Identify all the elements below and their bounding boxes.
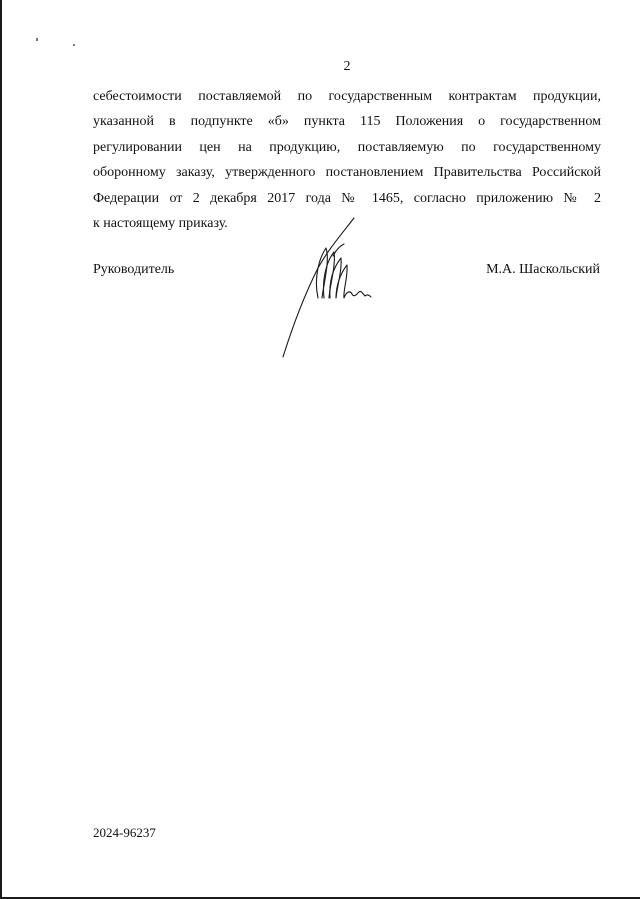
body-line: регулировании цен на продукцию, поставляемую по государственному [93, 139, 601, 155]
body-line: оборонному заказу, утвержденного постановлением Правительства Российской [93, 165, 601, 181]
scan-speck [73, 44, 75, 46]
signatory-name: М.А. Шаскольский [486, 262, 600, 277]
page-number: 2 [343, 59, 351, 74]
body-line: указанной в подпункте «б» пункта 115 Положения о государственном [93, 114, 601, 130]
scan-speck [36, 38, 38, 41]
body-line: к настоящему приказу. [93, 215, 228, 231]
handwritten-signature [278, 210, 378, 360]
signatory-title: Руководитель [93, 262, 175, 277]
body-line: себестоимости поставляемой по государственным контрактам продукции, [93, 89, 601, 104]
document-number: 2024-96237 [93, 825, 156, 840]
page-edge-left [0, 0, 2, 899]
body-line: Федерации от 2 декабря 2017 года № 1465, согласно приложению № 2 [93, 190, 601, 206]
